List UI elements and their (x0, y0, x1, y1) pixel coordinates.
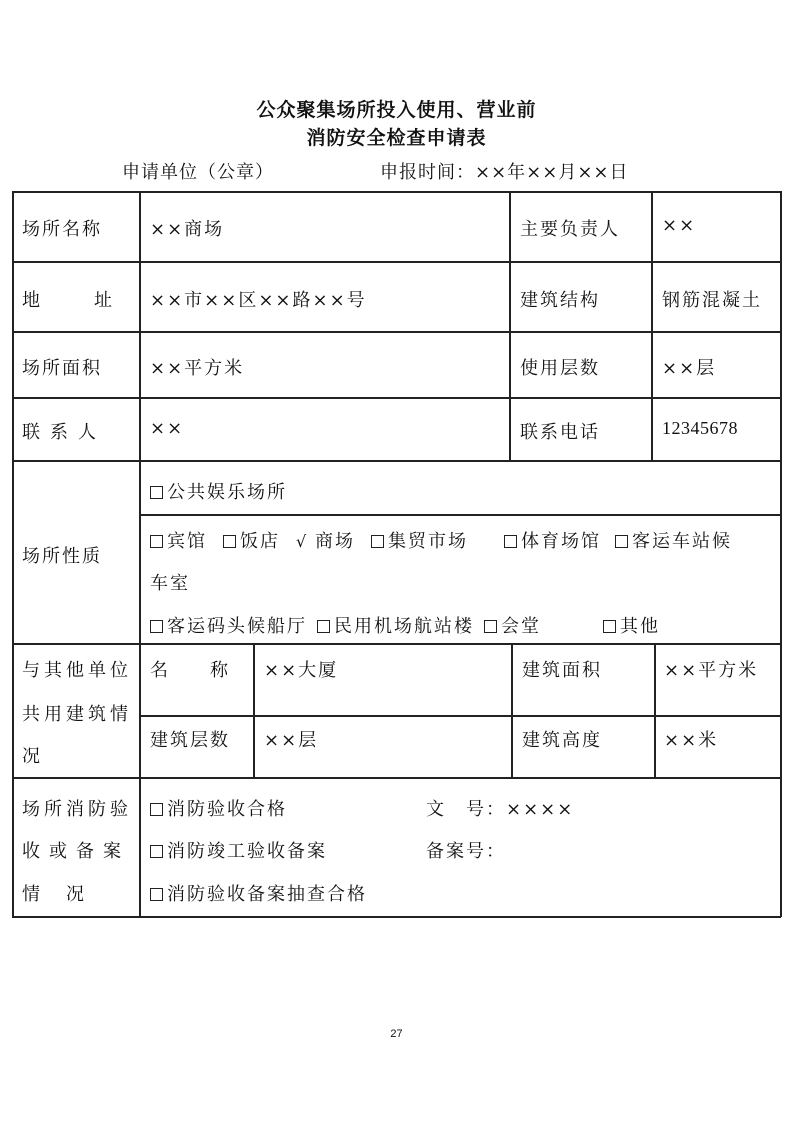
venue-name-label: 场所名称 (22, 219, 102, 240)
option-label: 会堂 (501, 616, 541, 637)
row-divider (12, 397, 781, 399)
form-title-line2: 消防安全检查申请表 (306, 127, 487, 149)
floors-used-label: 使用层数 (520, 358, 600, 379)
acceptance-label-line1: 场所消防验 (22, 799, 132, 820)
report-time: 申报时间：××年××月××日 (380, 162, 629, 183)
option-label: 集贸市场 (388, 531, 468, 552)
option-label: 民用机场航站楼 (334, 616, 474, 637)
option-label: 消防竣工验收备案 (167, 841, 327, 862)
checkbox-unchecked-icon[interactable] (615, 535, 628, 548)
checkbox-unchecked-icon[interactable] (504, 535, 517, 548)
area-label: 场所面积 (22, 358, 102, 379)
person-in-charge-label: 主要负责人 (520, 219, 620, 240)
row-divider (12, 261, 781, 263)
option-market[interactable] (371, 531, 468, 552)
checkbox-unchecked-icon[interactable] (484, 620, 497, 633)
person-in-charge-value[interactable]: ×× (662, 215, 697, 236)
phone-value[interactable]: 12345678 (662, 418, 738, 438)
checkbox-unchecked-icon[interactable] (150, 803, 163, 816)
option-label: 商场 (315, 531, 355, 552)
phone-label: 联系电话 (520, 422, 600, 443)
option-label: 消防验收合格 (167, 799, 287, 820)
acceptance-option-3[interactable] (150, 880, 367, 906)
checkbox-unchecked-icon[interactable] (150, 888, 163, 901)
nature-options-row-3 (150, 612, 660, 638)
option-bus-station[interactable] (615, 531, 732, 552)
column-divider (654, 643, 656, 778)
floors-used-value[interactable]: ××层 (662, 358, 717, 379)
document-number[interactable]: 文 号：×××× (426, 799, 575, 820)
form-title-line1: 公众聚集场所投入使用、营业前 (256, 99, 537, 121)
venue-name-value[interactable]: ××商场 (150, 219, 225, 240)
checkbox-unchecked-icon[interactable] (150, 535, 163, 548)
option-label: 客运码头候船厅 (167, 616, 307, 637)
contact-label: 联系人 (22, 422, 106, 443)
building-area-value[interactable]: ××平方米 (664, 660, 759, 681)
option-label: 消防验收备案抽查合格 (167, 884, 367, 905)
table-border-right (780, 191, 782, 917)
checkbox-unchecked-icon[interactable] (317, 620, 330, 633)
row-divider (12, 331, 781, 333)
option-label: 客运车站候 (632, 531, 732, 552)
column-divider (651, 191, 653, 461)
checkbox-checked-icon[interactable]: √ (296, 532, 309, 551)
option-label: 体育场馆 (521, 531, 601, 552)
option-bus-station-continued: 车室 (150, 573, 190, 594)
shared-name-value[interactable]: ××大厦 (264, 660, 339, 681)
option-public-entertainment[interactable] (150, 478, 287, 504)
nature-options-row-2 (150, 527, 732, 553)
acceptance-option-2[interactable] (150, 837, 327, 863)
column-divider (253, 643, 255, 778)
shared-building-label-line2: 共用建筑情 (22, 704, 132, 725)
acceptance-label-line2: 收或备案 (22, 841, 130, 862)
checkbox-unchecked-icon[interactable] (150, 845, 163, 858)
checkbox-unchecked-icon[interactable] (371, 535, 384, 548)
option-label: 其他 (620, 616, 660, 637)
option-other[interactable] (603, 616, 660, 637)
option-ferry[interactable] (150, 616, 307, 637)
shared-name-label: 名 称 (150, 660, 240, 681)
contact-value[interactable]: ×× (150, 418, 185, 439)
table-border-bottom (12, 916, 781, 918)
building-height-label: 建筑高度 (522, 730, 602, 751)
applicant-unit-label: 申请单位（公章） (122, 162, 274, 183)
column-divider (139, 191, 141, 917)
checkbox-unchecked-icon[interactable] (150, 486, 163, 499)
option-airport[interactable] (317, 616, 474, 637)
checkbox-unchecked-icon[interactable] (223, 535, 236, 548)
option-stadium[interactable] (504, 531, 601, 552)
acceptance-option-1[interactable] (150, 795, 287, 821)
building-floors-value[interactable]: ××层 (264, 730, 319, 751)
address-value[interactable]: ××市××区××路××号 (150, 290, 367, 311)
acceptance-label-line3: 情 况 (22, 884, 88, 905)
checkbox-unchecked-icon[interactable] (603, 620, 616, 633)
shared-building-label-line1: 与其他单位 (22, 660, 132, 681)
page-number: 27 (390, 1028, 403, 1040)
column-divider (509, 191, 511, 461)
row-divider (140, 715, 781, 717)
table-border-top (12, 191, 781, 193)
option-label: 公共娱乐场所 (167, 482, 287, 503)
option-label: 宾馆 (167, 531, 207, 552)
venue-nature-label: 场所性质 (22, 546, 102, 567)
building-height-value[interactable]: ××米 (664, 730, 719, 751)
row-divider (12, 460, 781, 462)
shared-building-label-line3: 况 (22, 746, 42, 767)
building-floors-label: 建筑层数 (150, 730, 230, 751)
option-hall[interactable] (484, 616, 541, 637)
table-border-left (12, 191, 14, 917)
option-hotel[interactable] (150, 531, 207, 552)
row-divider (12, 777, 781, 779)
row-divider (140, 514, 781, 516)
option-mall[interactable] (296, 531, 355, 552)
option-label: 饭店 (240, 531, 280, 552)
structure-value[interactable]: 钢筋混凝土 (662, 290, 762, 311)
column-divider (511, 643, 513, 778)
address-label (22, 286, 130, 312)
address-label-text: 地 址 (22, 290, 130, 311)
row-divider (12, 643, 781, 645)
area-value[interactable]: ××平方米 (150, 358, 245, 379)
building-area-label: 建筑面积 (522, 660, 602, 681)
option-restaurant[interactable] (223, 531, 280, 552)
structure-label: 建筑结构 (520, 290, 600, 311)
checkbox-unchecked-icon[interactable] (150, 620, 163, 633)
filing-number[interactable]: 备案号： (426, 841, 506, 862)
